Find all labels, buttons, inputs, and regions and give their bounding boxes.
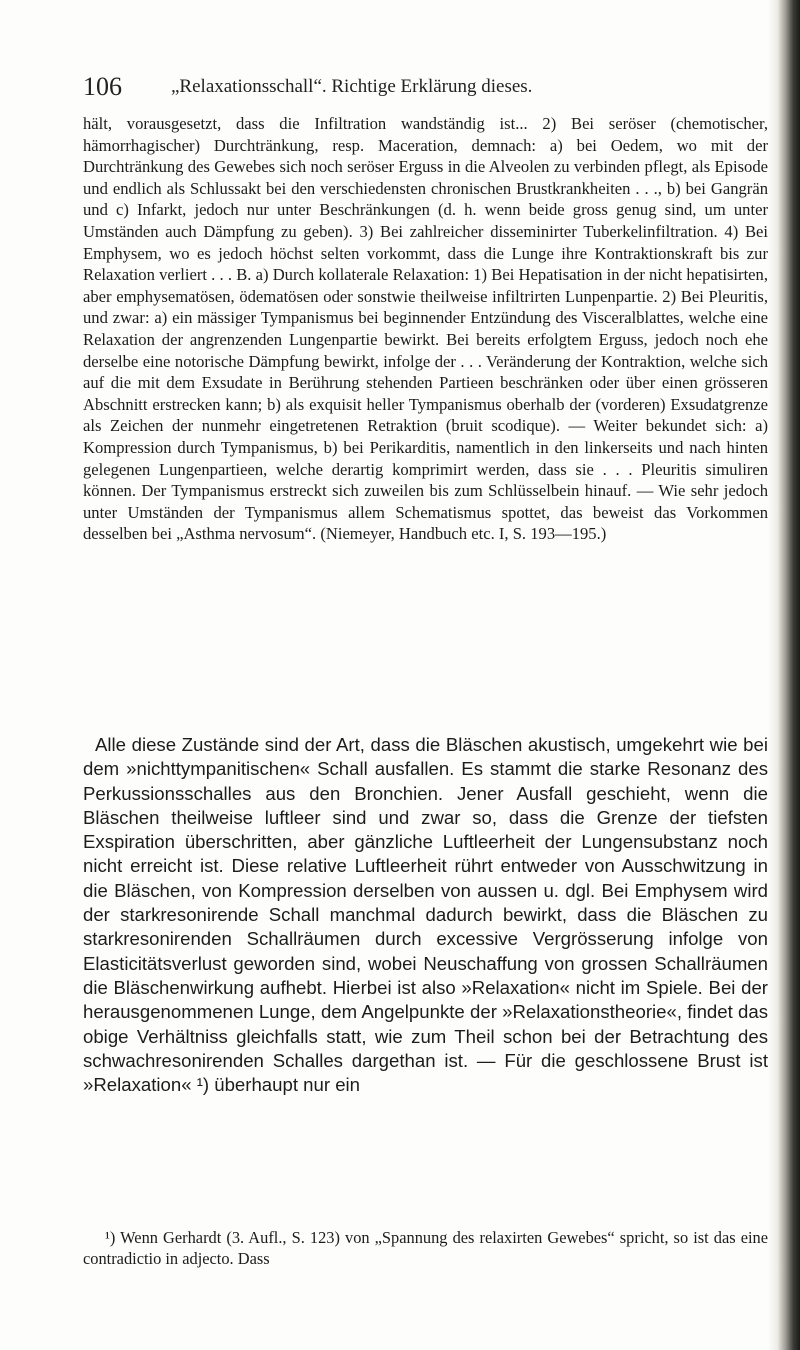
footnote-text: ¹) Wenn Gerhardt (3. Aufl., S. 123) von „Spannung des relaxirten Gewebes“ spricht, so ist das eine contradictio in adjecto. Dass: [83, 1228, 768, 1268]
main-paragraph: [83, 733, 768, 1097]
footnote: [83, 1227, 768, 1269]
small-print-paragraph: [83, 113, 768, 545]
page-number: 106: [83, 72, 122, 101]
page-header: [83, 72, 763, 106]
page-gutter-shadow: [768, 0, 778, 1350]
main-paragraph-text: Alle diese Zustände sind der Art, dass die Bläschen akustisch, umgekehrt wie bei dem »nichttympanitischen« Schall ausfallen. Es stammt die starke Resonanz des Perkussionsschalles aus den Bronchien. Jener Ausfall geschieht, wenn die Bläschen theilweise luftleer sind und zwar so, dass die Grenze der tiefsten Exspiration überschritten, aber gänzliche Luftleerheit der Lungensubstanz noch nicht erreicht ist. Diese relative Luftleerheit rührt entweder von Ausschwitzung in die Bläschen, von Kompression derselben von aussen u. dgl. Bei Emphysem wird der starkresonirende Schall manchmal dadurch bewirkt, dass die Bläschen zu starkresonirenden Schallräumen durch excessive Vergrösserung infolge von Elasticitätsverlust geworden sind, wobei Neuschaffung von grossen Schallräumen die Bläschenwirkung aufhebt. Hierbei ist also »Relaxation« nicht im Spiele. Bei der herausgenommenen Lunge, dem Angelpunkte der »Relaxationstheorie«, findet das obige Verhältniss gleichfalls statt, wie zum Theil schon bei der Betrachtung des schwachresonirenden Schalles dargethan ist. — Für die geschlossene Brust ist »Relaxation« ¹) überhaupt nur ein: [83, 734, 768, 1096]
book-binding-edge: [778, 0, 800, 1350]
small-print-text: hält, vorausgesetzt, dass die Infiltration wandständig ist... 2) Bei seröser (chemotischer, hämorrhagischer) Durchtränkung, resp. Maceration, demnach: a) bei Oedem, wo mit der Durchtränkung des Gewebes sich noch seröser Erguss in die Alveolen zu verbinden pflegt, als Episode und endlich als Schlussakt bei den verschiedensten chronischen Brustkrankheiten . . ., b) bei Gangrän und c) Infarkt, jedoch nur unter Beschränkungen (d. h. wenn beide gross genug sind, um unter Umständen auch Dämpfung zu geben). 3) Bei zahlreicher disseminirter Tuberkelinfiltration. 4) Bei Emphysem, wo es jedoch höchst selten vorkommt, dass die Lunge ihre Kontraktionskraft bis zur Relaxation verliert . . . B. a) Durch kollaterale Relaxation: 1) Bei Hepatisation in der nicht hepatisirten, aber emphysematösen, ödematösen oder sonstwie theilweise infiltrirten Lunpenpartie. 2) Bei Pleuritis, und zwar: a) ein mässiger Tympanismus bei beginnender Entzündung des Visceralblattes, welche eine Relaxation der angrenzenden Lungenpartie bewirkt. Bei bereits erfolgtem Erguss, jedoch noch ehe derselbe eine notorische Dämpfung bewirkt, infolge der . . . Veränderung der Kontraktion, welche sich auf die mit dem Exsudate in Berührung stehenden Partieen beschränken oder über einen grösseren Abschnitt erstrecken kann; b) als exquisit heller Tympanismus oberhalb der (vorderen) Exsudatgrenze als Zeichen der nunmehr eingetretenen Retraktion (bruit scodique). — Weiter bekundet sich: a) Kompression durch Tympanismus, b) bei Perikarditis, namentlich in den linkerseits und nach hinten gelegenen Lungenpartieen, welche derartig komprimirt werden, dass sie . . . Pleuritis simuliren können. Der Tympanismus erstreckt sich zuweilen bis zum Schlüsselbein hinauf. — Wie sehr jedoch unter Umständen der Tympanismus allem Schematismus spottet, das beweist das Vorkommen desselben bei „Asthma nervosum“. (Niemeyer, Handbuch etc. I, S. 193—195.): [83, 114, 768, 544]
running-head: „Relaxationsschall“. Richtige Erklärung dieses.: [171, 76, 533, 97]
